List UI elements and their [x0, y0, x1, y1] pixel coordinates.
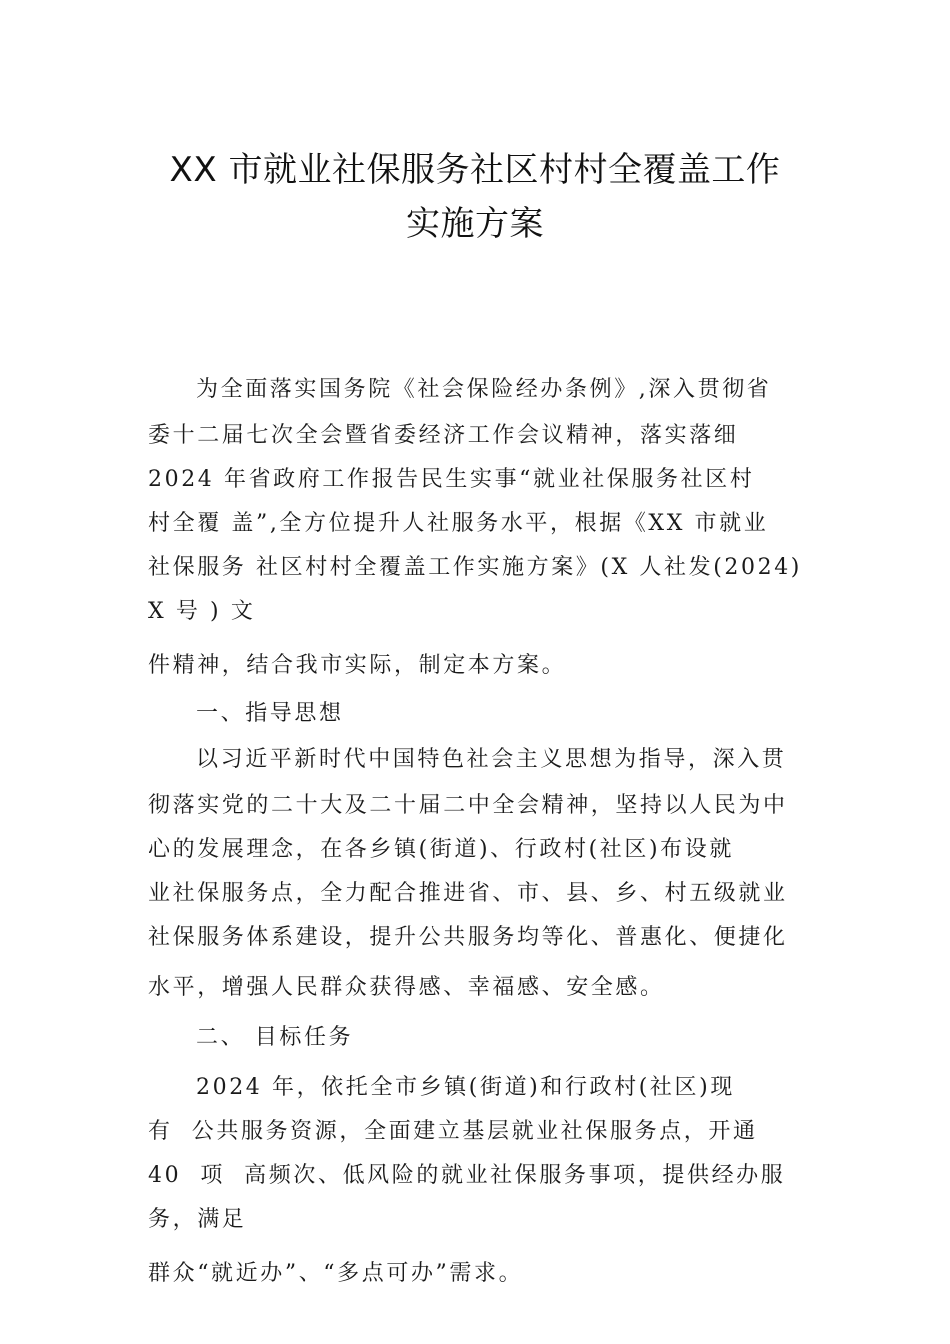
section-heading-target-tasks: 二、 目标任务: [196, 1025, 354, 1050]
paragraph-line: 务，满足: [148, 1207, 247, 1232]
paragraph-line: X 号 ) 文: [148, 599, 256, 624]
paragraph-line: 以习近平新时代中国特色社会主义思想为指导，深入贯: [196, 747, 787, 772]
paragraph-line: 心的发展理念，在各乡镇(街道)、行政村(社区)布设就: [148, 837, 734, 862]
paragraph-line: 2024 年，依托全市乡镇(街道)和行政村(社区)现: [196, 1075, 735, 1100]
paragraph-line: 群众“就近办”、“多点可办”需求。: [148, 1261, 524, 1286]
paragraph-line: 为全面落实国务院《社会保险经办条例》,深入贯彻省: [196, 377, 772, 402]
paragraph-line: 委十二届七次全会暨省委经济工作会议精神，落实落细: [148, 423, 739, 448]
paragraph-line: 件精神，结合我市实际，制定本方案。: [148, 653, 567, 678]
paragraph-line: 彻落实党的二十大及二十届二中全会精神，坚持以人民为中: [148, 793, 788, 818]
paragraph-line: 业社保服务点，全力配合推进省、市、县、乡、村五级就业: [148, 881, 788, 906]
document-title-line2: 实施方案: [406, 204, 544, 244]
document-title-line1: XX 市就业社保服务社区村村全覆盖工作: [169, 150, 781, 190]
section-heading-guiding-ideology: 一、指导思想: [196, 701, 344, 726]
paragraph-line: 水平，增强人民群众获得感、幸福感、安全感。: [148, 975, 665, 1000]
paragraph-line: 社保服务体系建设，提升公共服务均等化、普惠化、便捷化: [148, 925, 788, 950]
paragraph-line: 有 公共服务资源，全面建立基层就业社保服务点，开通: [148, 1119, 758, 1144]
paragraph-line: 2024 年省政府工作报告民生实事“就业社保服务社区村: [148, 467, 755, 492]
paragraph-line: 村全覆 盖”,全方位提升人社服务水平，根据《XX 市就业: [148, 511, 769, 536]
paragraph-line: 40 项 高频次、低风险的就业社保服务事项，提供经办服: [148, 1163, 786, 1188]
paragraph-line: 社保服务 社区村村全覆盖工作实施方案》(X 人社发(2024): [148, 555, 802, 580]
